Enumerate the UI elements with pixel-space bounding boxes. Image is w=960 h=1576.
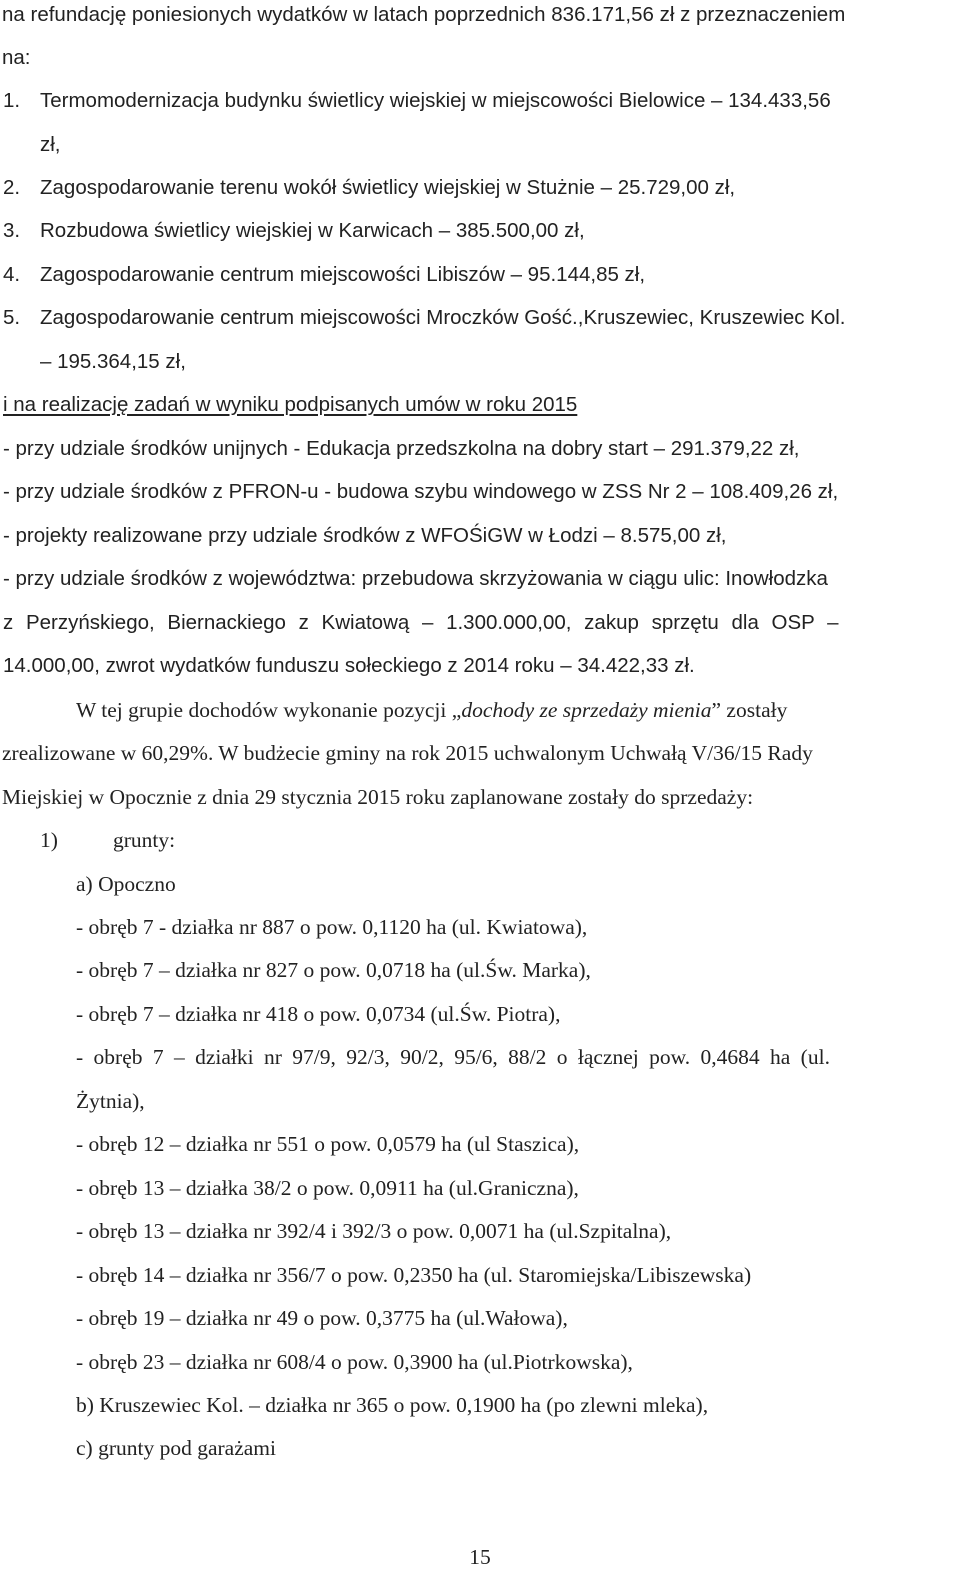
parcel-item-continuation: Żytnia), — [76, 1089, 145, 1113]
text-run: ” zostały — [711, 698, 788, 722]
list-item-continuation: zł, — [40, 133, 61, 156]
parcel-item: - obręb 13 – działka 38/2 o pow. 0,0911 ha (ul.Graniczna), — [76, 1176, 579, 1200]
text-line: - przy udziale środków z PFRON-u - budowa szybu windowego w ZSS Nr 2 – 108.409,26 zł, — [3, 480, 839, 503]
text-line: - projekty realizowane przy udziale środków z WFOŚiGW w Łodzi – 8.575,00 zł, — [3, 524, 727, 547]
list-item-continuation: – 195.364,15 zł, — [40, 350, 186, 373]
list-number: 2. — [3, 176, 21, 199]
parcel-item: - obręb 14 – działka nr 356/7 o pow. 0,2350 ha (ul. Staromiejska/Libiszewska) — [76, 1263, 752, 1287]
text-line: z Perzyńskiego, Biernackiego z Kwiatową – 1.300.000,00, zakup sprzętu dla OSP – — [3, 611, 839, 634]
parcel-item: - obręb 7 - działka nr 887 o pow. 0,1120 ha (ul. Kwiatowa), — [76, 915, 588, 939]
parcel-item: - obręb 19 – działka nr 49 o pow. 0,3775 ha (ul.Wałowa), — [76, 1306, 568, 1330]
text-line: - przy udziale środków unijnych - Edukacja przedszkolna na dobry start – 291.379,22 zł, — [3, 437, 800, 460]
sub-heading: b) Kruszewiec Kol. – działka nr 365 o pow. 0,1900 ha (po zlewni mleka), — [76, 1393, 709, 1417]
text-line: na refundację poniesionych wydatków w latach poprzednich 836.171,56 zł z przeznaczeniem — [2, 3, 846, 26]
parcel-item: - obręb 23 – działka nr 608/4 o pow. 0,3900 ha (ul.Piotrkowska), — [76, 1350, 633, 1374]
text-line: 14.000,00, zwrot wydatków funduszu sołeckiego z 2014 roku – 34.422,33 zł. — [3, 654, 695, 677]
text-line: na: — [2, 46, 31, 69]
list-number: 5. — [3, 306, 21, 329]
list-item: Termomodernizacja budynku świetlicy wiejskiej w miejscowości Bielowice – 134.433,56 — [40, 89, 831, 112]
parcel-item: - obręb 7 – działka nr 418 o pow. 0,0734 (ul.Św. Piotra), — [76, 1002, 561, 1026]
list-item: Zagospodarowanie centrum miejscowości Mroczków Gość.,Kruszewiec, Kruszewiec Kol. — [40, 306, 846, 329]
text-line: - przy udziale środków z województwa: przebudowa skrzyżowania w ciągu ulic: Inowłodzka — [3, 567, 828, 590]
page-number: 15 — [469, 1545, 491, 1569]
paragraph-first-line — [76, 696, 787, 724]
list-item: grunty: — [113, 828, 176, 852]
parcel-item: - obręb 7 – działki nr 97/9, 92/3, 90/2, 95/6, 88/2 o łącznej pow. 0,4684 ha (ul. — [76, 1045, 830, 1069]
list-number: 1) — [40, 828, 58, 852]
parcel-item: - obręb 7 – działka nr 827 o pow. 0,0718 ha (ul.Św. Marka), — [76, 958, 591, 982]
list-number: 1. — [3, 89, 21, 112]
parcel-item: - obręb 12 – działka nr 551 o pow. 0,0579 ha (ul Staszica), — [76, 1132, 580, 1156]
sub-heading: c) grunty pod garażami — [76, 1436, 276, 1460]
italic-phrase: dochody ze sprzedaży mienia — [461, 698, 712, 722]
section-heading: i na realizację zadań w wyniku podpisanych umów w roku 2015 — [3, 393, 578, 416]
text-line: Miejskiej w Opocznie z dnia 29 stycznia 2015 roku zaplanowane zostały do sprzedaży: — [2, 785, 754, 809]
sub-heading: a) Opoczno — [76, 872, 176, 896]
parcel-item: - obręb 13 – działka nr 392/4 i 392/3 o pow. 0,0071 ha (ul.Szpitalna), — [76, 1219, 672, 1243]
list-item: Rozbudowa świetlicy wiejskiej w Karwicach – 385.500,00 zł, — [40, 219, 585, 242]
list-item: Zagospodarowanie terenu wokół świetlicy wiejskiej w Stużnie – 25.729,00 zł, — [40, 176, 736, 199]
list-item: Zagospodarowanie centrum miejscowości Libiszów – 95.144,85 zł, — [40, 263, 646, 286]
list-number: 3. — [3, 219, 21, 242]
text-run: W tej grupie dochodów wykonanie pozycji „ — [76, 698, 462, 722]
text-line: zrealizowane w 60,29%. W budżecie gminy na rok 2015 uchwalonym Uchwałą V/36/15 Rady — [2, 741, 813, 765]
list-number: 4. — [3, 263, 21, 286]
